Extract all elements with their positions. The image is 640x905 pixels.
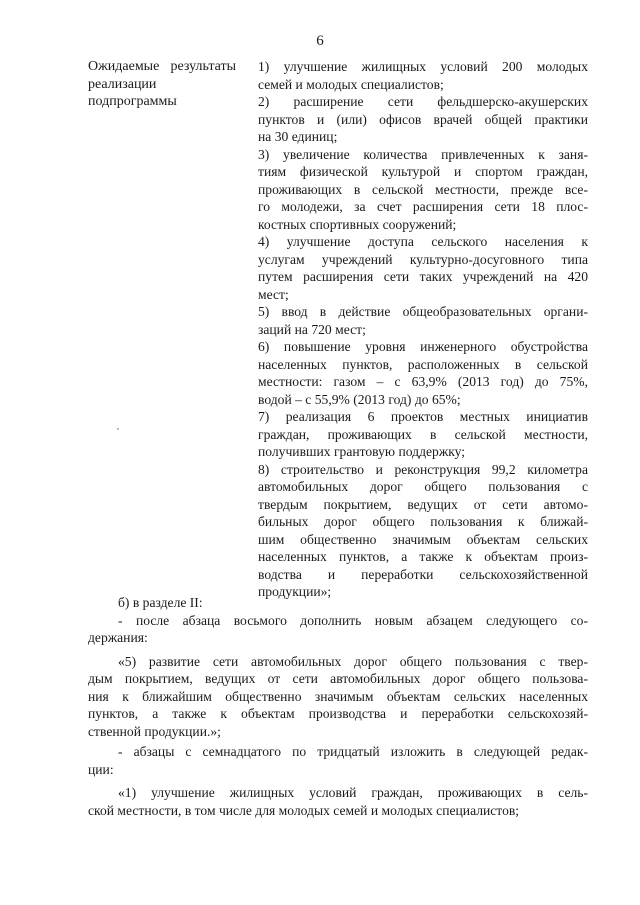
quote-item-5: [88, 653, 588, 741]
text-line: 2) расширение сети фельдшерско-акушерских: [258, 94, 588, 109]
text-line: населенных пунктов, а также к объектам произ-: [258, 549, 588, 564]
scan-speck: [117, 428, 119, 430]
text-line: граждан, проживающих в сельской местности,: [258, 426, 588, 442]
label-line: Ожидаемые результаты реализации: [88, 59, 236, 92]
text-line: пунктов, а также к объектам производства и переработки сельскохозяй-: [88, 706, 588, 721]
result-item: [258, 93, 588, 146]
text-line: ния к ближайшим общественно значимым объектам сельских населенных: [88, 688, 588, 704]
table-label-cell: [88, 58, 236, 111]
text-line: заций на 720 мест;: [258, 321, 366, 337]
text-line: го молодежи, за счет расширения сети 18 плос-: [258, 199, 588, 214]
text-line: 8) строительство и реконструкция 99,2 километра: [258, 461, 588, 477]
instruction-1: [88, 612, 588, 647]
result-item: [258, 303, 588, 338]
text-line: - после абзаца восьмого дополнить новым абзацем следующего со-: [118, 612, 588, 628]
result-item: [258, 233, 588, 303]
result-item: [258, 58, 588, 93]
text-line: ции:: [88, 761, 114, 777]
text-line: пунктов и (или) офисов врачей общей практики: [258, 111, 588, 127]
result-item: [258, 338, 588, 408]
text-line: проживающих в сельской местности, прежде все-: [258, 181, 588, 197]
text-line: костных спортивных сооружений;: [258, 216, 457, 232]
text-line: - абзацы с семнадцатого по тридцатый изложить в следующей редак-: [118, 744, 588, 759]
text-line: продукции»;: [258, 584, 332, 599]
result-item: [258, 146, 588, 234]
text-line: местности: газом – с 63,9% (2013 год) до 75%,: [258, 374, 588, 389]
text-line: «1) улучшение жилищных условий граждан, проживающих в сель-: [118, 785, 588, 800]
text-line: 4) улучшение доступа сельского населения к: [258, 234, 588, 249]
text-line: получивших грантовую поддержку;: [258, 444, 466, 459]
text-line: твердым покрытием, ведущих от сети автомо-: [258, 496, 588, 512]
text-line: 1) улучшение жилищных условий 200 молодых: [258, 59, 588, 74]
text-line: держания:: [88, 630, 148, 645]
quote-item-1: [88, 784, 588, 819]
text-line: 5) ввод в действие общеобразовательных органи-: [258, 304, 588, 319]
text-line: 6) повышение уровня инженерного обустройства: [258, 339, 588, 354]
label-line: подпрограммы: [88, 94, 177, 109]
text-line: ской местности, в том числе для молодых семей и молодых специалистов;: [88, 802, 520, 818]
text-line: на 30 единиц;: [258, 129, 338, 144]
text-line: шим общественно значимым объектам сельских: [258, 531, 588, 547]
text-line: услугам учреждений культурно-досуговного типа: [258, 251, 588, 267]
text-line: тиям физической культурой и спортом граждан,: [258, 164, 588, 179]
text-line: семей и молодых специалистов;: [258, 76, 444, 92]
text-line: мест;: [258, 286, 289, 302]
text-line: 7) реализация 6 проектов местных инициатив: [258, 409, 588, 424]
text-line: ственной продукции.»;: [88, 723, 221, 739]
text-line: водой – с 55,9% (2013 год) до 65%;: [258, 391, 461, 407]
text-line: населенных пунктов, расположенных в сельской: [258, 356, 588, 372]
result-item: [258, 461, 588, 601]
result-item: [258, 408, 588, 461]
amendment-body: [88, 594, 588, 819]
table-content-cell: [258, 58, 588, 601]
text-line: автомобильных дорог общего пользования с: [258, 479, 588, 494]
text-line: дым покрытием, ведущих от сети автомобильных дорог общего пользова-: [88, 671, 588, 686]
instruction-2: [88, 743, 588, 778]
text-line: 3) увеличение количества привлеченных к заня-: [258, 146, 588, 162]
text-line: «5) развитие сети автомобильных дорог общего пользования с твер-: [118, 653, 588, 669]
text-line: водства и переработки сельскохозяйственной: [258, 566, 588, 582]
section-line: б) в разделе II:: [118, 595, 203, 610]
text-line: путем расширения сети таких учреждений на 420: [258, 269, 588, 284]
text-line: бильных дорог общего пользования к ближай-: [258, 514, 588, 529]
page-number: 6: [316, 33, 324, 49]
